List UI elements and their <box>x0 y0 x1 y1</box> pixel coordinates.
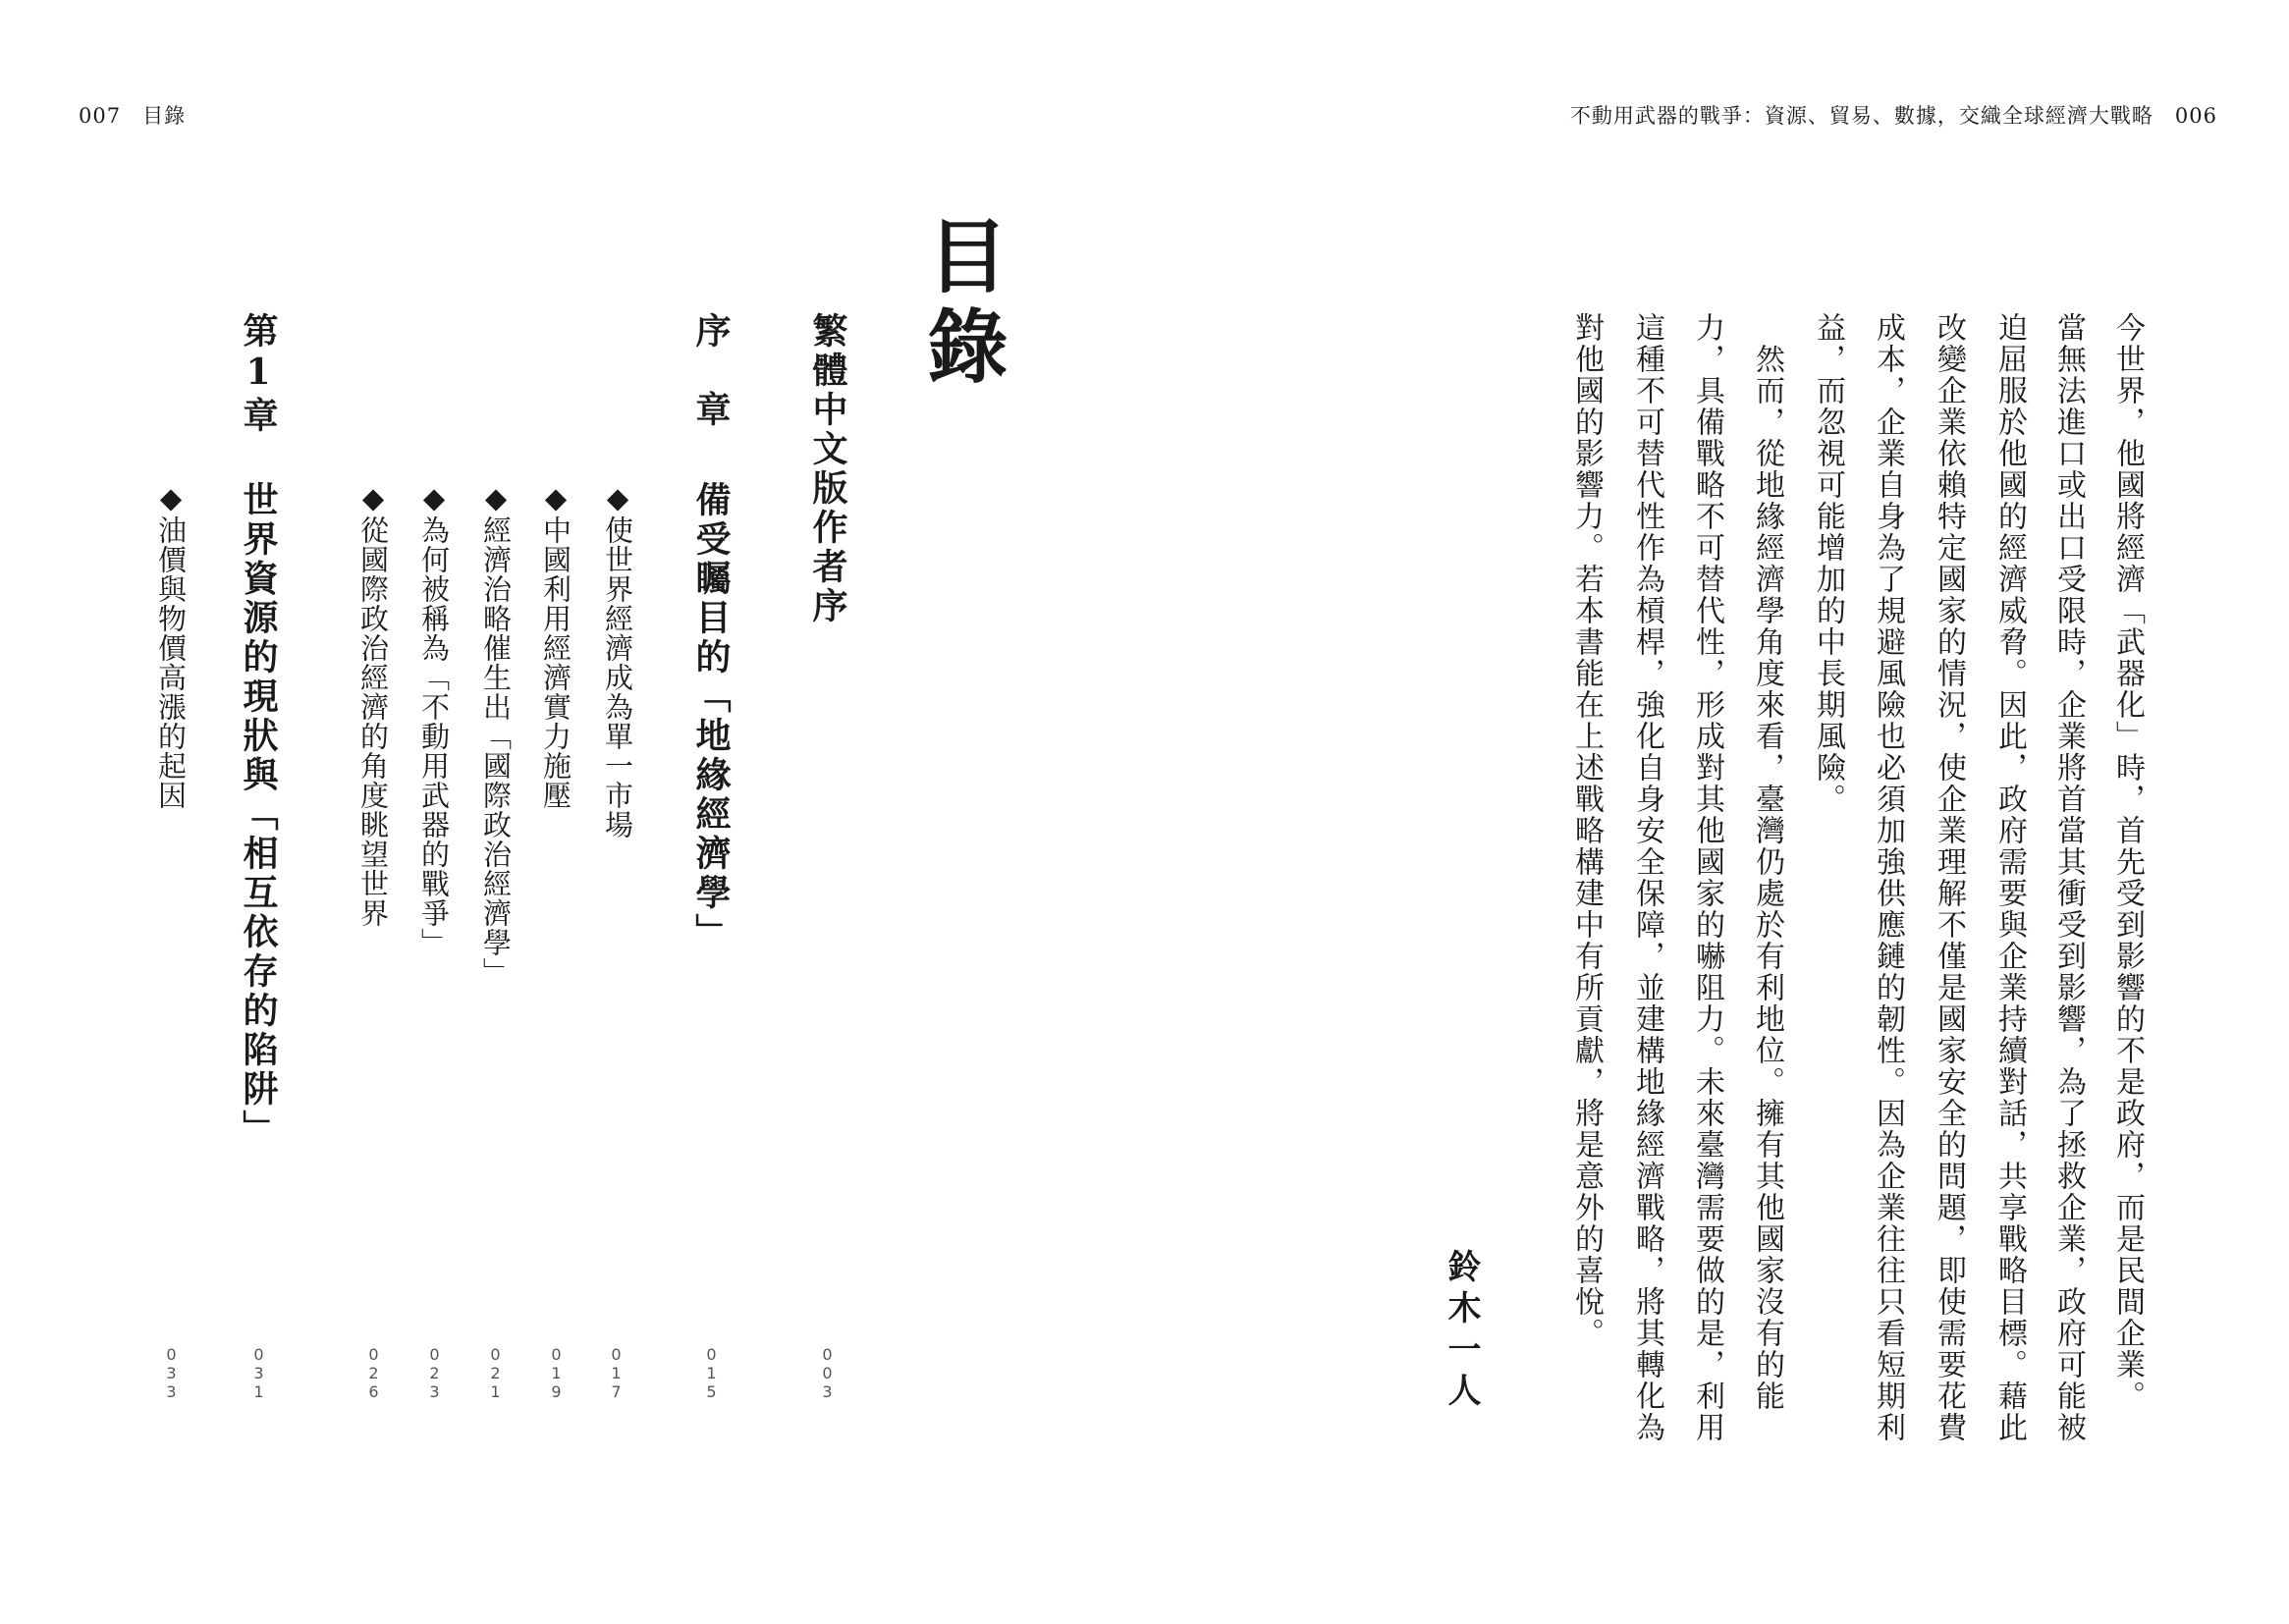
preface-line: 迫屈服於他國的經濟威脅。因此，政府需要與企業持續對話，共享戰略目標。藉此 <box>1992 312 2027 1443</box>
preface-line: 改變企業依賴特定國家的情況，使企業理解不僅是國家安全的問題，即使需要花費 <box>1932 312 1966 1443</box>
toc-page-number: 026 <box>364 1345 383 1401</box>
preface-line: 當無法進口或出口受限時，企業將首當其衝受到影響，為了拯救企業，政府可能被 <box>2051 312 2086 1443</box>
toc-subentry[interactable]: ◆使世界經濟成為單一市場 <box>601 481 634 839</box>
toc-entry-prologue-label: 序 章 <box>690 312 732 430</box>
preface-line: 益，而忽視可能增加的中長期風險。 <box>1811 312 1845 815</box>
toc-subentry[interactable]: ◆為何被稱為「不動用武器的戰爭」 <box>417 481 451 957</box>
toc-entry-chapter1-title[interactable]: 世界資源的現狀與「相互依存的陷阱」 <box>238 481 279 1149</box>
toc-page-number: 003 <box>818 1345 837 1401</box>
toc-page-number: 023 <box>425 1345 444 1401</box>
author-signature: 鈴木一人 <box>1442 1249 1481 1414</box>
toc-entry-author-preface[interactable]: 繁體中文版作者序 <box>807 312 848 626</box>
toc-entry-chapter1-label: 第1章 <box>238 312 279 436</box>
toc-entry-prologue-title[interactable]: 備受矚目的「地緣經濟學」 <box>690 481 732 952</box>
toc-page-number: 021 <box>486 1345 505 1401</box>
preface-line: 對他國的影響力。若本書能在上述戰略構建中有所貢獻，將是意外的喜悅。 <box>1569 312 1604 1349</box>
toc-page-number: 019 <box>547 1345 566 1401</box>
toc-page-number: 015 <box>702 1345 721 1401</box>
preface-line: 力，具備戰略不可替代性，形成對其他國家的嚇阻力。未來臺灣需要做的是，利用 <box>1690 312 1724 1443</box>
running-head-right: 不動用武器的戰爭：資源、貿易、數據，交織全球經濟大戰略 006 <box>1569 104 2217 128</box>
toc-title: 目錄 <box>914 214 1008 395</box>
toc-subentry[interactable]: ◆從國際政治經濟的角度眺望世界 <box>356 481 390 928</box>
preface-line: 今世界，他國將經濟「武器化」時，首先受到影響的不是政府，而是民間企業。 <box>2110 312 2145 1412</box>
preface-line: 成本，企業自身為了規避風險也必須加強供應鏈的韌性。因為企業往往只看短期利 <box>1871 312 1905 1443</box>
toc-page-number: 031 <box>249 1345 268 1401</box>
toc-subentry[interactable]: ◆經濟治略催生出「國際政治經濟學」 <box>479 481 513 987</box>
preface-line: 然而，從地緣經濟學角度來看，臺灣仍處於有利地位。擁有其他國家沒有的能 <box>1750 312 1784 1412</box>
toc-subentry[interactable]: ◆油價與物價高漲的起因 <box>154 481 188 810</box>
toc-page-number: 033 <box>162 1345 181 1401</box>
toc-page-number: 017 <box>607 1345 626 1401</box>
toc-subentry[interactable]: ◆中國利用經濟實力施壓 <box>539 481 572 810</box>
running-head-left: 007 目錄 <box>79 104 187 128</box>
preface-line: 這種不可替代性作為槓桿，強化自身安全保障，並建構地緣經濟戰略，將其轉化為 <box>1630 312 1664 1443</box>
